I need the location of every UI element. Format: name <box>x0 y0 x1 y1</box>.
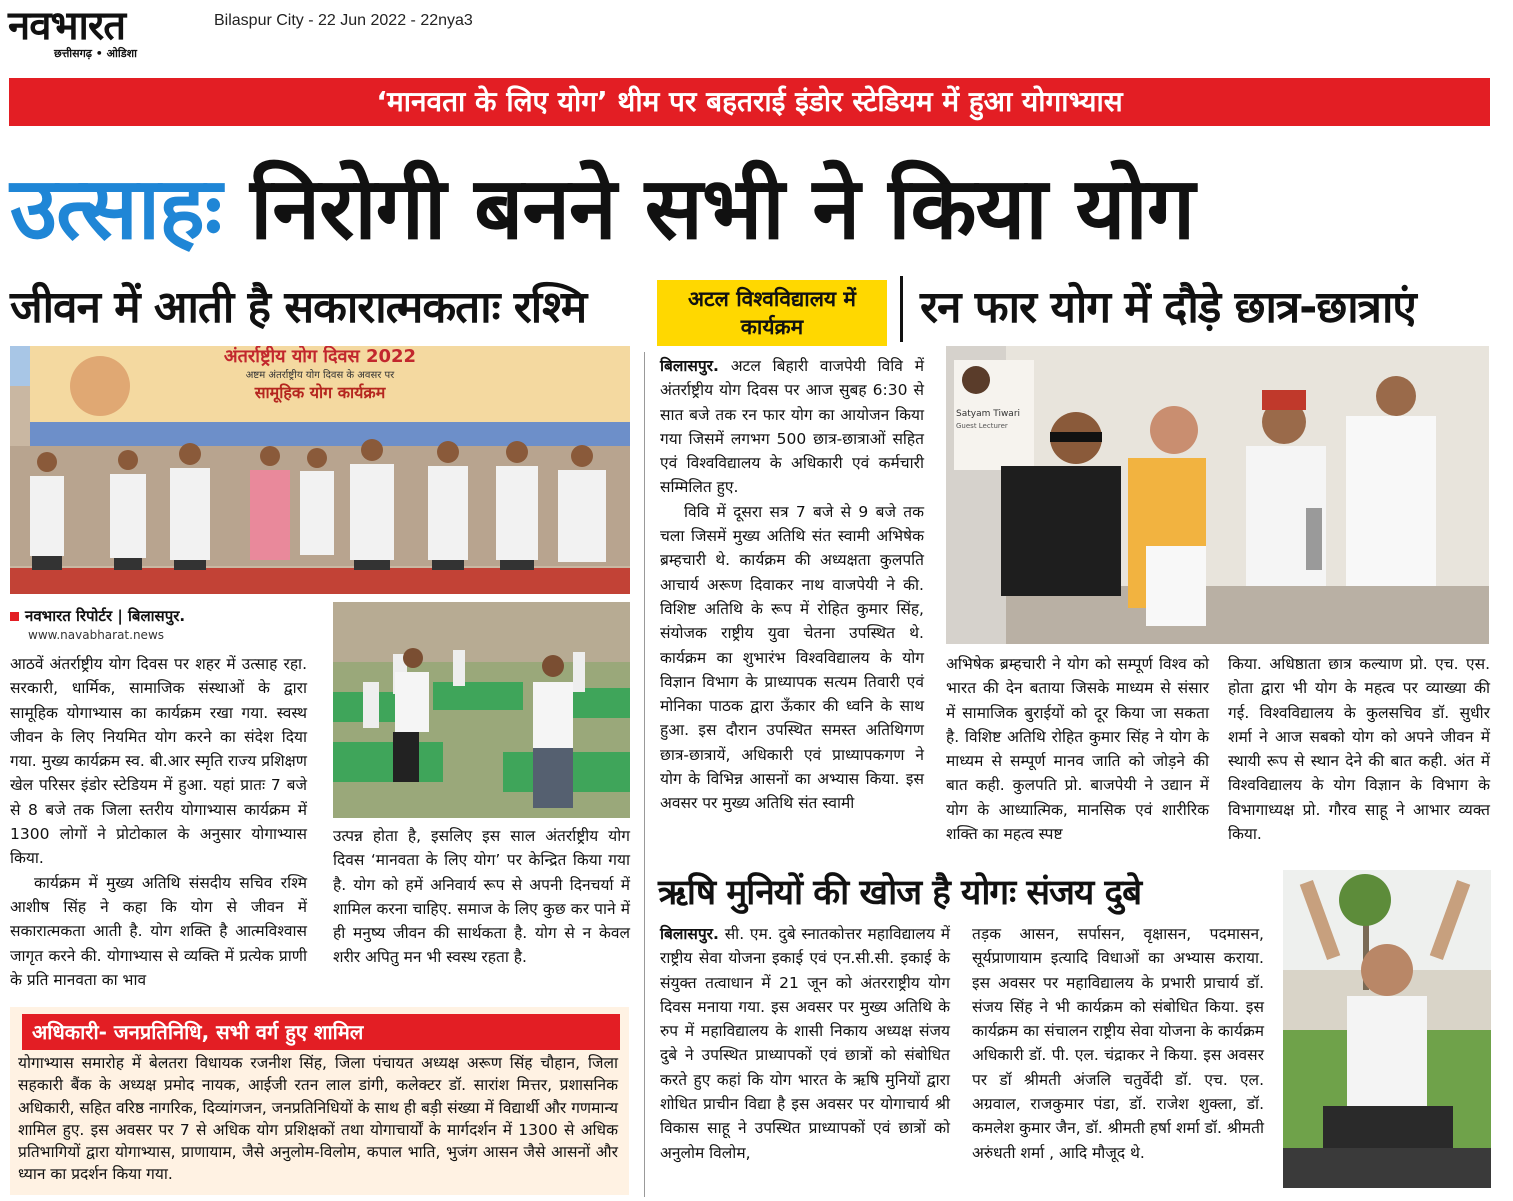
dubey-story-col2 <box>972 922 1264 1165</box>
left-story-para3: उत्पन्न होता है, इसलिए इस साल अंतर्राष्ट्रीय योग दिवस ‘मानवता के लिए योग’ पर केन्द्रित किया गया है. योग को हमें अनिवार्य रूप से अपनी दिनचर्या में शामिल करना चाहिए. समाज के लिए कुछ कर पाने में ही मनुष्य जीवन की सार्थकता है. योग से न केवल शरीर अपितु मन भी स्वस्थ रहता है. <box>333 827 630 967</box>
banner-title-text: अंतर्राष्ट्रीय योग दिवस 2022 <box>223 346 417 367</box>
stage-group-photo <box>10 346 630 594</box>
outdoor-yoga-photo <box>1283 870 1491 1188</box>
atal-story-col3 <box>1228 652 1490 846</box>
logo-subtitle: छत्तीसगढ़ • ओडिशा <box>54 47 137 60</box>
left-story-col2 <box>333 824 630 970</box>
edition-line: Bilaspur City - 22 Jun 2022 - 22nya3 <box>214 12 473 29</box>
atal-para3: अभिषेक ब्रम्हचारी ने योग को सम्पूर्ण विश्व को भारत की देन बताया जिसके माध्यम से संसार में सामाजिक बुराईयों को दूर किया जा सकता है. विशिष्ट अतिथि रोहित कुमार सिंह ने योग के माध्यम से सम्पूर्ण मानव जाति को जोड़ने की बात कही. कुलपति प्रो. बाजपेयी ने उद्यान में योग के आध्यात्मिक, मानसिक एवं शारीरिक शक्ति का महत्व स्पष्ट <box>946 655 1209 844</box>
atal-para1: अटल बिहारी वाजपेयी विवि में अंतर्राष्ट्रीय योग दिवस पर आज सुबह 6:30 से सात बजे तक रन फार योग का आयोजन किया गया जिसमें लगभग 500 छात्र-छात्राओं सहित एवं विश्वविद्यालय के अधिकारी एवं कर्मचारी सम्मिलित हुए. <box>660 357 924 497</box>
left-story-para2: कार्यक्रम में मुख्य अतिथि संसदीय सचिव रश्मि आशीष सिंह ने कहा कि योग से जीवन में सकारात्मकता आती है. योग शक्ति है आत्मविश्वास जागृत करने की. योगाभ्यास से व्यक्ति में प्रत्येक प्राणी के प्रति मानवता का भाव <box>10 873 307 989</box>
atal-story-col2 <box>946 652 1209 846</box>
dubey-story-col1 <box>660 922 950 1165</box>
kicker-banner: ‘मानवता के लिए योग’ थीम पर बहतराई इंडोर स्टेडियम में हुआ योगाभ्यास <box>9 78 1490 126</box>
dubey-subheadline: ऋषि मुनियों की खोज है योगः संजय दुबे <box>658 873 1142 913</box>
atal-dateline: बिलासपुर. <box>660 357 719 375</box>
main-headline <box>10 156 1500 262</box>
subhead-divider <box>900 276 903 342</box>
byline-marker <box>10 612 19 621</box>
photo-caption-name: Satyam Tiwari <box>956 409 1021 419</box>
newspaper-logo <box>8 4 198 60</box>
byline-text: नवभारत रिपोर्टर | बिलासपुर. <box>25 607 186 625</box>
atal-para4: किया. अधिष्ठाता छात्र कल्याण प्रो. एच. एस. होता द्वारा भी योग के महत्व पर व्याख्या की गई. विश्वविद्यालय के कुलसचिव डॉ. सुधीर शर्मा ने आज सबको योग को अपने जीवन में स्थायी रूप से स्थान देने की बात कही. अंत में विश्वविद्यालय के योग विज्ञान के विभाग के विभागाध्यक्ष प्रो. गौरव साहू ने आभार व्यक्त किया. <box>1228 655 1490 844</box>
banner-subtitle-text: अष्टम अंतर्राष्ट्रीय योग दिवस के अवसर पर <box>245 370 395 381</box>
dubey-para1: सी. एम. दुबे स्नातकोत्तर महाविद्यालय में राष्ट्रीय सेवा योजना इकाई एवं एन.सी.सी. इकाई के संयुक्त तत्वाधान में 21 जून को अंतरराष्ट्रीय योग दिवस मनाया गया. इस अवसर पर मुख्य अतिथि के रुप में महाविद्यालय के शासी निकाय अध्यक्ष संजय दुबे ने उपस्थित प्राध्यापकों एवं छात्रों को संबोधित करते हुए कहां कि योग भारत के ऋषि मुनियों द्वारा शोधित प्राचीन विद्या है इस अवसर पर योगाचार्य श्री विकास साहू ने उपस्थित प्राध्यापकों एवं छात्रों को अनुलोम विलोम, <box>660 925 950 1162</box>
hall-yoga-photo <box>333 602 630 818</box>
dubey-para2: तड़क आसन, सर्पासन, वृक्षासन, पदमासन, सूर्यप्राणायाम इत्यादि विधाओं का अभ्यास कराया. इस अवसर पर महाविद्यालय के प्रभारी प्राचार्य डॉ. संजय सिंह ने भी कार्यक्रम को संबोधित किया. इस कार्यक्रम का संचालन राष्ट्रीय सेवा योजना के कार्यक्रम अधिकारी डॉ. पी. एल. चंद्राकर ने किया. इस अवसर पर डॉ श्रीमती अंजलि चतुर्वेदी डॉ. एच. एल. अग्रवाल, राजकुमार पंडा, डॉ. राजेश शुक्ला, डॉ. कमलेश कुमार जैन, डॉ. श्रीमती हर्षा शर्मा डॉ. श्रीमती अरुंधती शर्मा , आदि मौजूद थे. <box>972 925 1264 1162</box>
photo-caption-role: Guest Lecturer <box>956 422 1008 430</box>
left-story-col1 <box>10 652 307 992</box>
university-yoga-photo <box>946 346 1489 644</box>
atal-story-col1 <box>660 354 924 816</box>
atal-para2: विवि में दूसरा सत्र 7 बजे से 9 बजे तक चला जिसमें मुख्य अतिथि संत स्वामी अभिषेक ब्रम्हचारी थे. कार्यक्रम की अध्यक्षता कुलपति आचार्य अरूण दिवाकर नाथ वाजपेयी ने की. विशिष्ट अतिथि के रूप में रोहित कुमार सिंह, संयोजक राष्ट्रीय युवा चेतना उपस्थित थे. कार्यक्रम का शुभारंभ विश्वविद्यालय के योग विज्ञान विभाग के प्राध्यापक सत्यम तिवारी एवं मोनिका पाठक द्वारा ऊँकार की ध्वनि के साथ हुआ. इस दौरान उपस्थित समस्त अतिथिगण छात्र-छात्रायें, अधिकारी एवं प्राध्यापकगण ने योग के विभिन्न आसनों का अभ्यास किया. इस अवसर पर मुख्य अतिथि संत स्वामी <box>660 502 924 813</box>
column-separator <box>644 352 645 1197</box>
officials-box-text: योगाभ्यास समारोह में बेलतरा विधायक रजनीश सिंह, जिला पंचायत अध्यक्ष अरूण सिंह चौहान, जिला सहकारी बैंक के अध्यक्ष प्रमोद नायक, आईजी रतन लाल डांगी, कलेक्टर डॉ. सारांश मित्तर, प्रशासनिक अधिकारी, सहित वरिष्ठ नागरिक, दिव्यांगजन, जनप्रतिनिधियों के साथ ही बड़ी संख्या में विद्यार्थी और गणमान्य शामिल हुए. इस अवसर पर 7 से अधिक योग प्रशिक्षकों तथा योगाचार्यों के मार्गदर्शन में 1300 से अधिक प्रतिभागियों द्वारा योगाभ्यास, प्राणायाम, जैसे अनुलोम-विलोम, कपाल भाति, भुजंग आसन जैसे आसनों और ध्यान का प्रदर्शन किया गया. <box>18 1054 618 1184</box>
banner-program-text: सामूहिक योग कार्यक्रम <box>254 383 386 402</box>
website-text: www.navabharat.news <box>28 628 165 642</box>
logo-text: नवभारत <box>8 3 126 49</box>
officials-box-title: अधिकारी- जनप्रतिनिधि, सभी वर्ग हुए शामिल <box>22 1014 620 1050</box>
headline-main: निरोगी बनने सभी ने किया योग <box>250 159 1195 259</box>
dubey-dateline: बिलासपुर. <box>660 925 719 943</box>
headline-accent: उत्साहः <box>10 159 222 259</box>
left-subheadline: जीवन में आती है सकारात्मकताः रश्मि <box>10 282 587 333</box>
left-story-para1: आठवें अंतर्राष्ट्रीय योग दिवस पर शहर में उत्साह रहा. सरकारी, धार्मिक, सामाजिक संस्थाओं के द्वारा सामूहिक योगाभ्यास का कार्यक्रम रखा गया. स्वस्थ जीवन के लिए नियमित योग करने का संदेश दिया गया. मुख्य कार्यक्रम स्व. बी.आर स्मृति राज्य प्रशिक्षण खेल परिसर इंडोर स्टेडियम में हुआ. यहां प्रातः 7 बजे से 8 बजे तक जिला स्तरीय योगाभ्यास कार्यक्रम में 1300 लोगों ने प्रोटोकाल के अनुसार योगाभ्यास किया. <box>10 655 307 868</box>
atal-label-box: अटल विश्वविद्यालय में कार्यक्रम <box>657 280 887 346</box>
right-subheadline: रन फार योग में दौड़े छात्र-छात्राएं <box>920 282 1416 333</box>
byline <box>10 606 185 626</box>
